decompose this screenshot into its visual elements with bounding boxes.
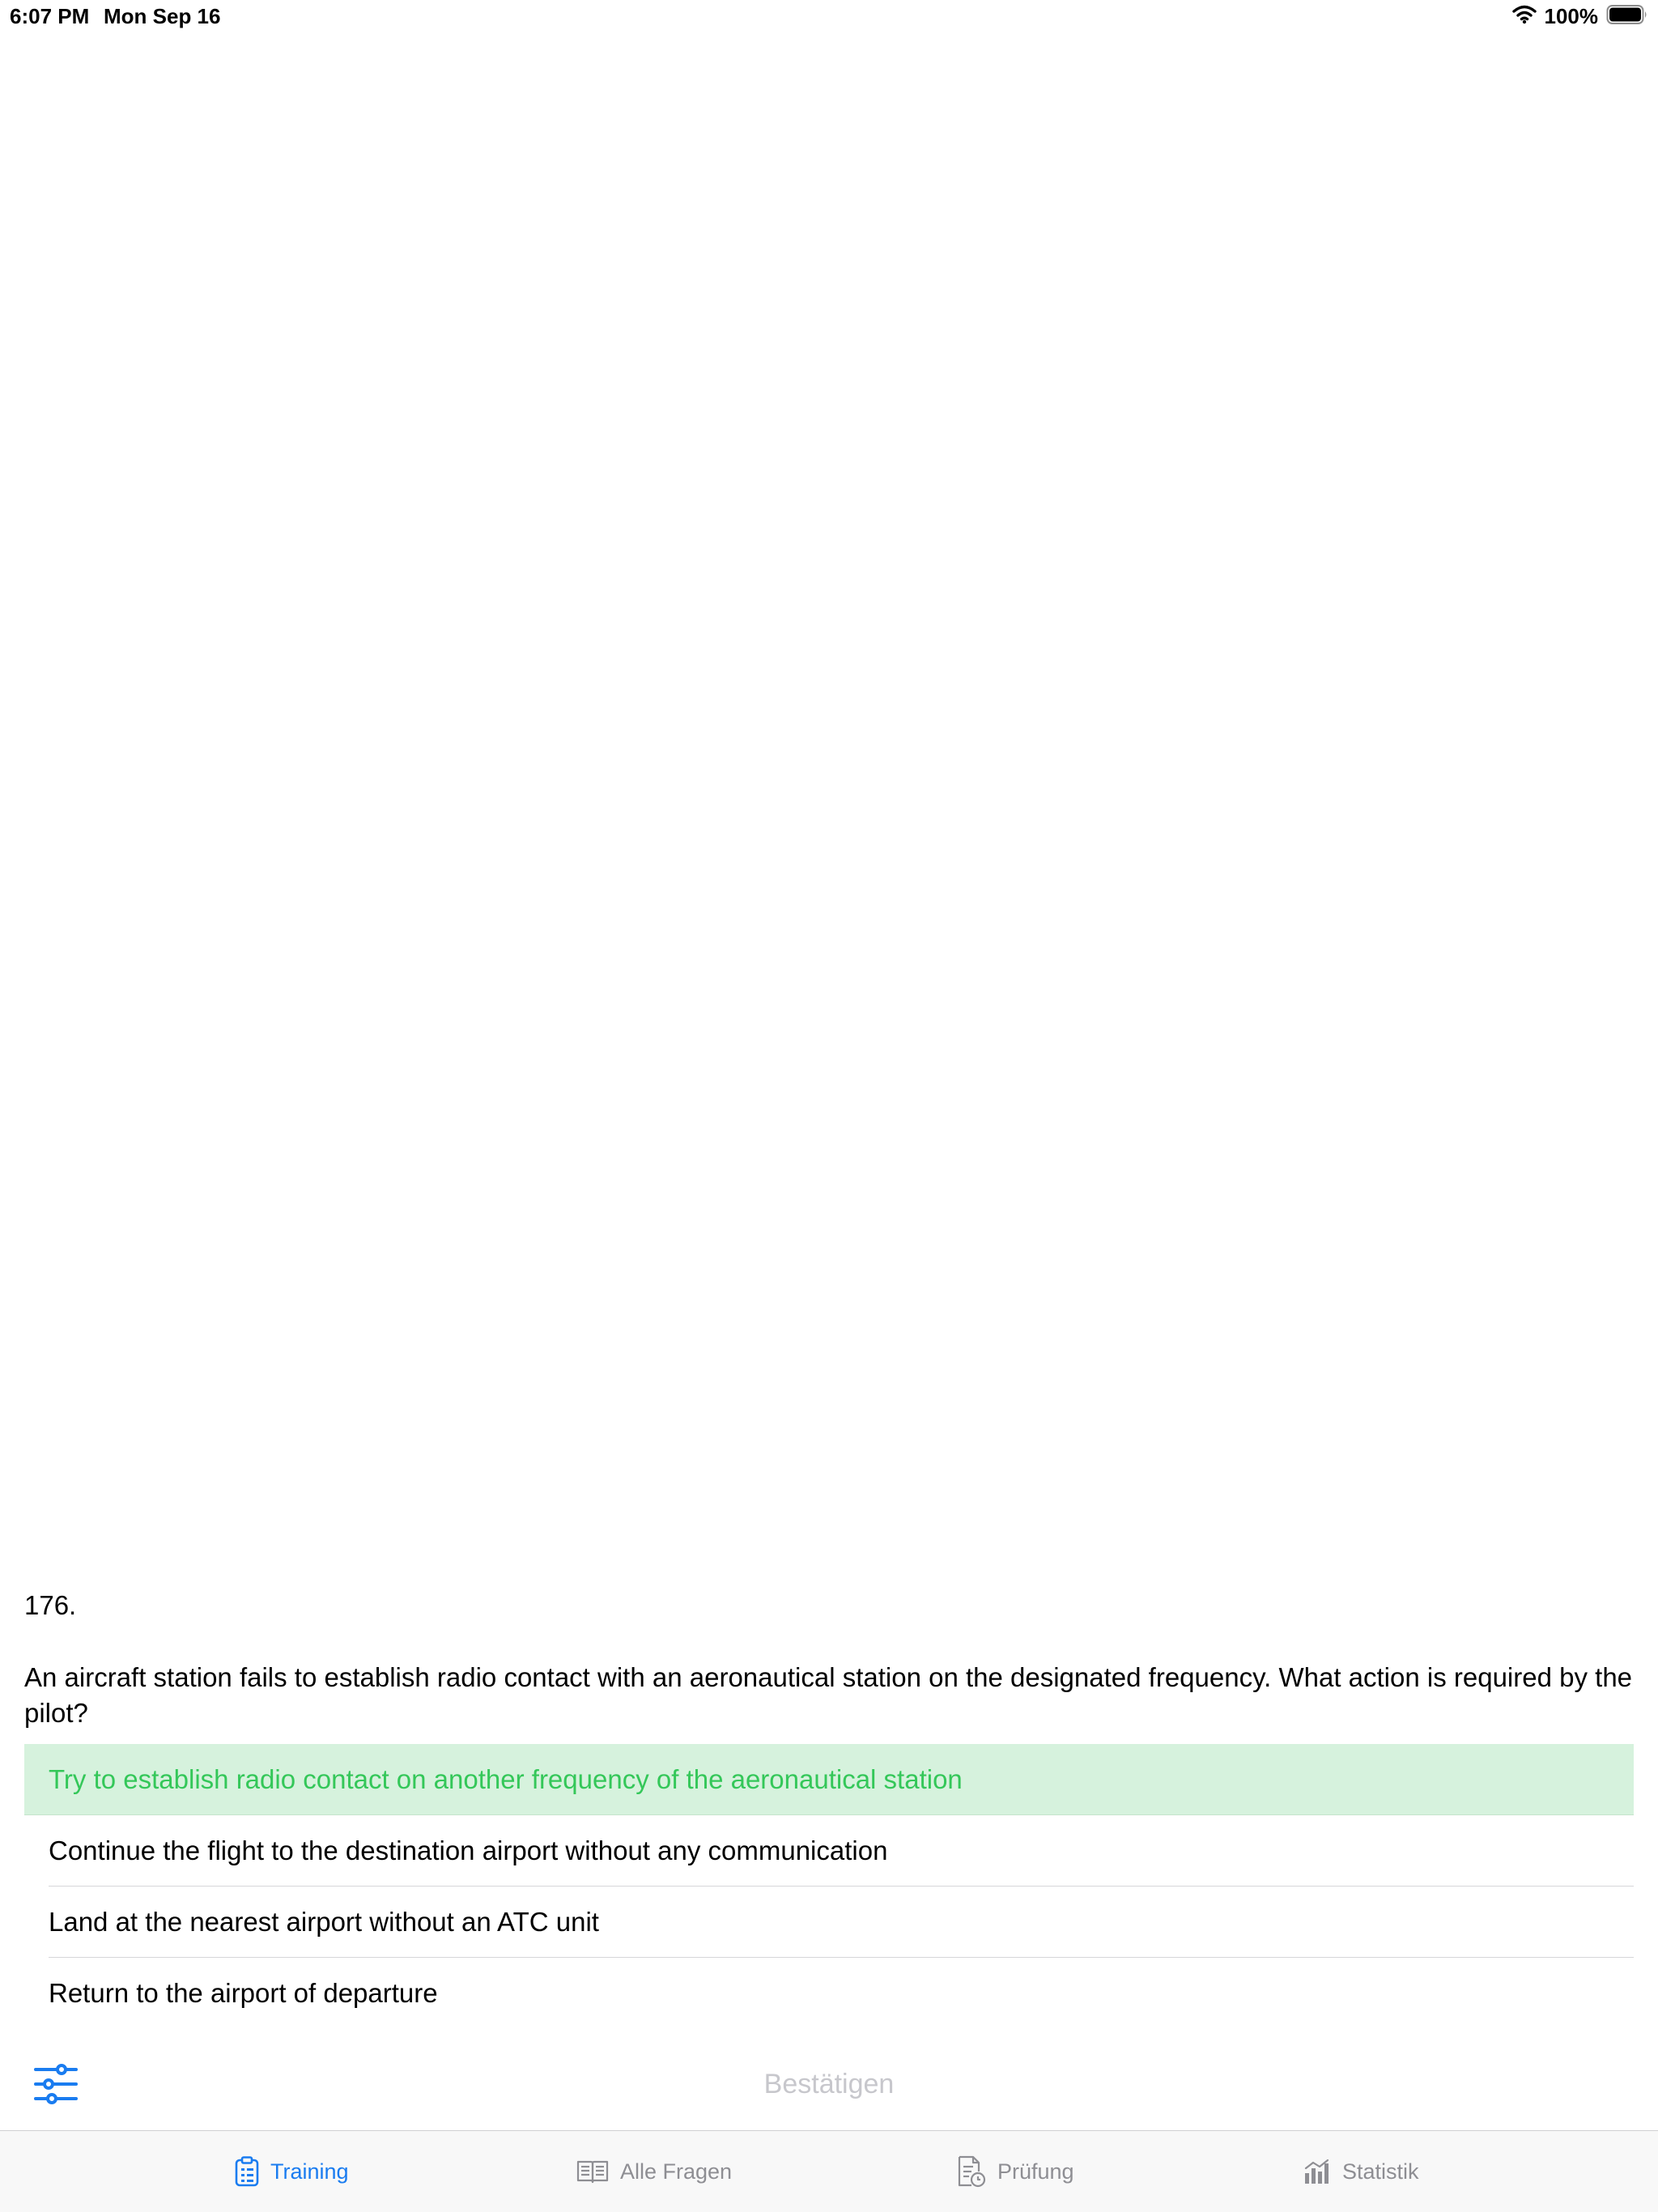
question-text: An aircraft station fails to establish radio contact with an aeronautical station on the designated frequency. What action is required by the pilot? [24, 1662, 1633, 1728]
status-bar [0, 0, 1658, 32]
question-number: 176. [24, 1590, 77, 1620]
wifi-icon [1512, 5, 1537, 28]
exam-document-clock-icon [957, 2155, 986, 2188]
battery-percent: 100% [1544, 4, 1598, 28]
tab-statistik[interactable] [1303, 2131, 1419, 2212]
tab-label: Prüfung [997, 2159, 1074, 2184]
tab-alle-fragen[interactable] [576, 2131, 732, 2212]
tab-training[interactable] [235, 2131, 349, 2212]
tab-label: Statistik [1342, 2159, 1419, 2184]
confirm-button[interactable]: Bestätigen [667, 2061, 991, 2107]
bar-chart-icon [1303, 2159, 1331, 2184]
answer-option[interactable]: Continue the flight to the destination airport without any communication [24, 1815, 1634, 1887]
sliders-icon [32, 2095, 79, 2108]
battery-icon [1606, 4, 1648, 29]
settings-button[interactable] [32, 2063, 79, 2105]
open-book-icon [576, 2159, 609, 2184]
status-time: 6:07 PM [10, 4, 90, 28]
tab-bar [0, 2130, 1658, 2212]
answer-option[interactable]: Land at the nearest airport without an ATC unit [24, 1887, 1634, 1958]
tab-label: Alle Fragen [620, 2159, 733, 2184]
answer-option[interactable]: Try to establish radio contact on another frequency of the aeronautical station [24, 1744, 1634, 1815]
tab-label: Training [270, 2159, 349, 2184]
clipboard-list-icon [235, 2156, 259, 2187]
answer-option[interactable]: Return to the airport of departure [49, 1978, 438, 2008]
status-date: Mon Sep 16 [104, 4, 221, 28]
status-indicators [1512, 3, 1649, 29]
answer-list [24, 1744, 1634, 2029]
tab-pruefung[interactable] [957, 2131, 1074, 2212]
